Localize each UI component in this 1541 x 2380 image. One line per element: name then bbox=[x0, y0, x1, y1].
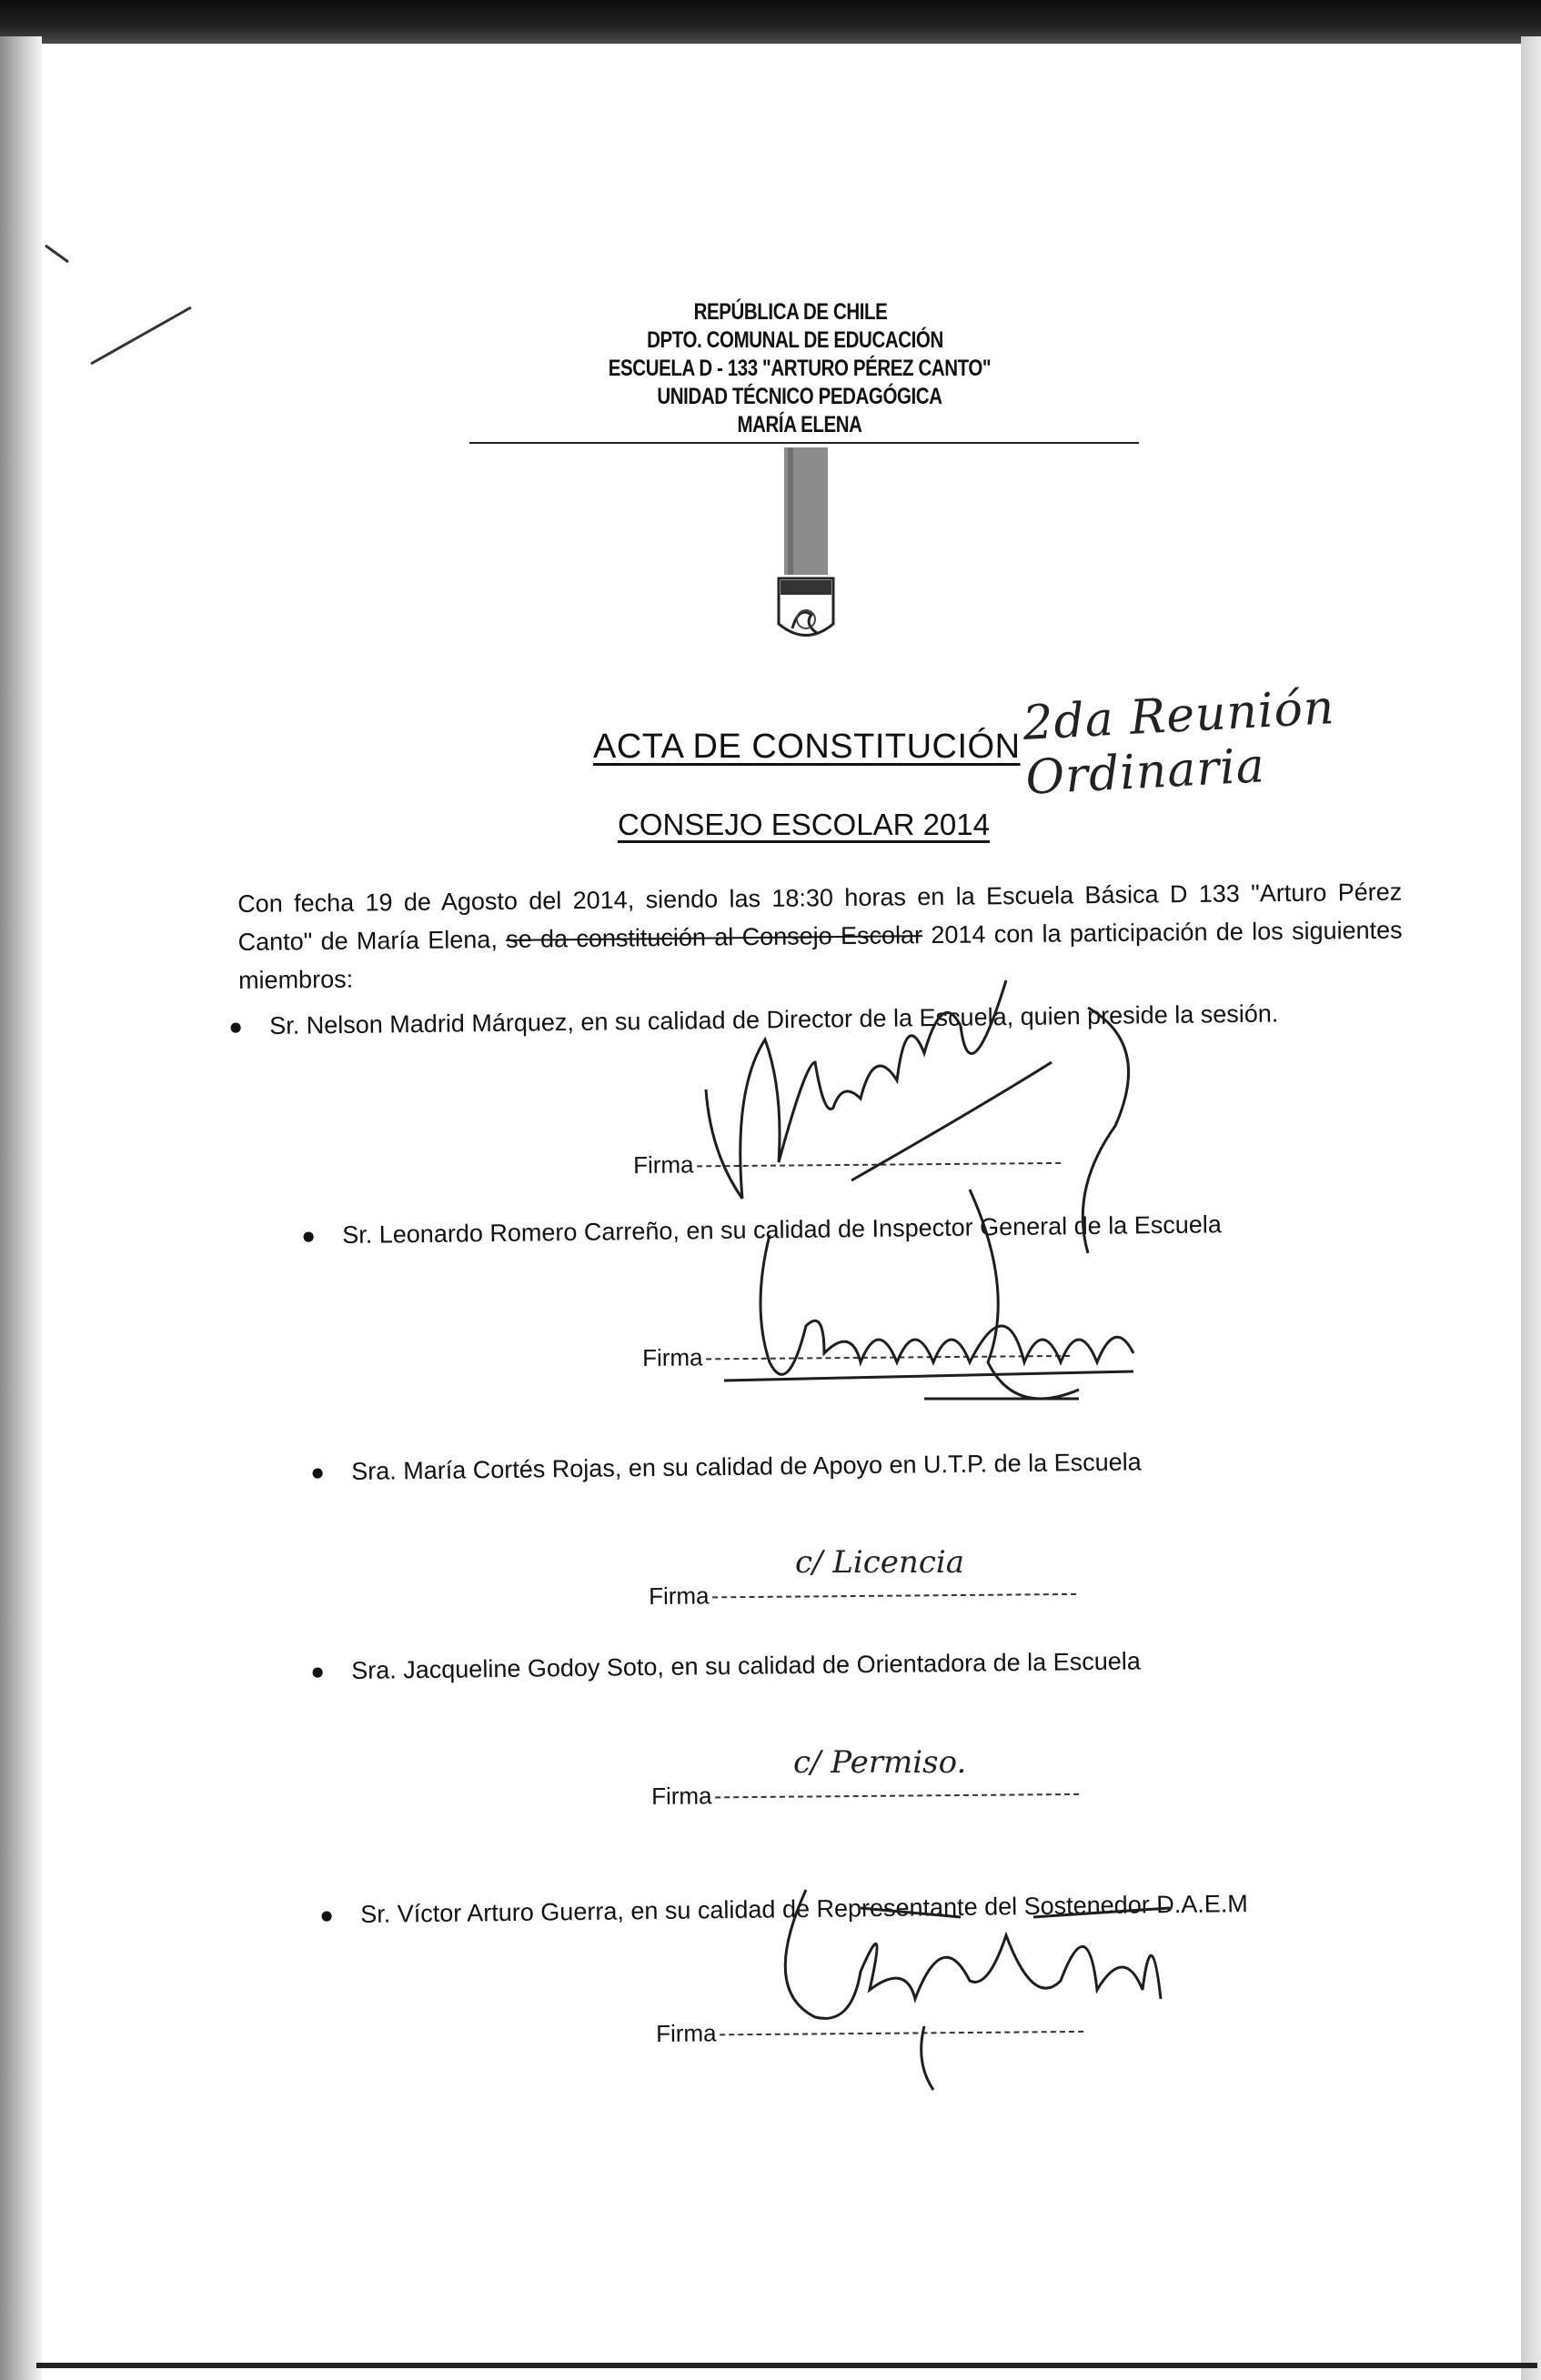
signature-label: Firma bbox=[649, 1582, 710, 1610]
header-line-1: REPÚBLICA DE CHILE bbox=[693, 299, 888, 325]
bullet-icon: ● bbox=[228, 1012, 244, 1040]
scan-right-border bbox=[1521, 36, 1541, 2380]
document-subtitle: CONSEJO ESCOLAR 2014 bbox=[618, 808, 990, 841]
member-text: Sr. Nelson Madrid Márquez, en su calidad de Director de la Escuela, quien preside la sesión. bbox=[269, 999, 1279, 1039]
handwritten-note: c/ Permiso. bbox=[793, 1744, 967, 1781]
scan-bottom-border bbox=[36, 2363, 1537, 2368]
signature-label: Firma bbox=[633, 1150, 694, 1179]
document-page bbox=[42, 44, 1521, 2363]
header-line-3: ESCUELA D - 133 "ARTURO PÉREZ CANTO" bbox=[608, 356, 992, 381]
handwritten-note: c/ Licencia bbox=[795, 1544, 965, 1581]
letterhead bbox=[42, 298, 1521, 439]
scan-top-border bbox=[0, 0, 1541, 44]
signature-line bbox=[651, 1779, 1080, 1811]
intro-text-2: 2014 con la participación de los siguientes miembros: bbox=[237, 916, 1403, 994]
document-title: ACTA DE CONSTITUCIÓN bbox=[593, 728, 1021, 766]
member-text: Sr. Víctor Arturo Guerra, en su calidad de Representante del Sostenedor D.A.E.M bbox=[360, 1890, 1248, 1928]
signature-representante bbox=[733, 1853, 1206, 2072]
handwritten-title-note: 2da Reunión Ordinaria bbox=[1021, 680, 1336, 806]
bullet-icon: ● bbox=[319, 1901, 335, 1929]
member-text: Sra. Jacqueline Godoy Soto, en su calidad de Orientadora de la Escuela bbox=[351, 1647, 1141, 1684]
signature-label: Firma bbox=[651, 1782, 712, 1810]
signature-label: Firma bbox=[656, 2019, 717, 2047]
header-line-2: DPTO. COMUNAL DE EDUCACIÓN bbox=[647, 327, 943, 353]
header-line-5: MARÍA ELENA bbox=[737, 412, 862, 437]
intro-struck-text: se da constitución al Consejo Escolar bbox=[506, 921, 923, 953]
signature-inspector bbox=[715, 1180, 1188, 1453]
member-text: Sra. María Cortés Rojas, en su calidad de Apoyo en U.T.P. de la Escuela bbox=[351, 1448, 1142, 1485]
bullet-icon: ● bbox=[310, 1458, 326, 1486]
bullet-icon: ● bbox=[310, 1657, 326, 1685]
header-line-4: UNIDAD TÉCNICO PEDAGÓGICA bbox=[657, 384, 942, 409]
member-item bbox=[310, 1637, 1488, 1691]
signature-line bbox=[649, 1579, 1077, 1611]
scan-left-border bbox=[0, 36, 42, 2380]
member-text: Sr. Leonardo Romero Carreño, en su calidad de Inspector General de la Escuela bbox=[342, 1210, 1222, 1249]
bullet-icon: ● bbox=[301, 1221, 317, 1250]
school-emblem-icon bbox=[751, 442, 861, 660]
intro-text-1: Con fecha 19 de Agosto del 2014, siendo las 18:30 horas en la Escuela Básica D 133 "Arturo Pérez Canto" de María Elena, bbox=[237, 878, 1403, 956]
signature-label: Firma bbox=[642, 1343, 703, 1371]
